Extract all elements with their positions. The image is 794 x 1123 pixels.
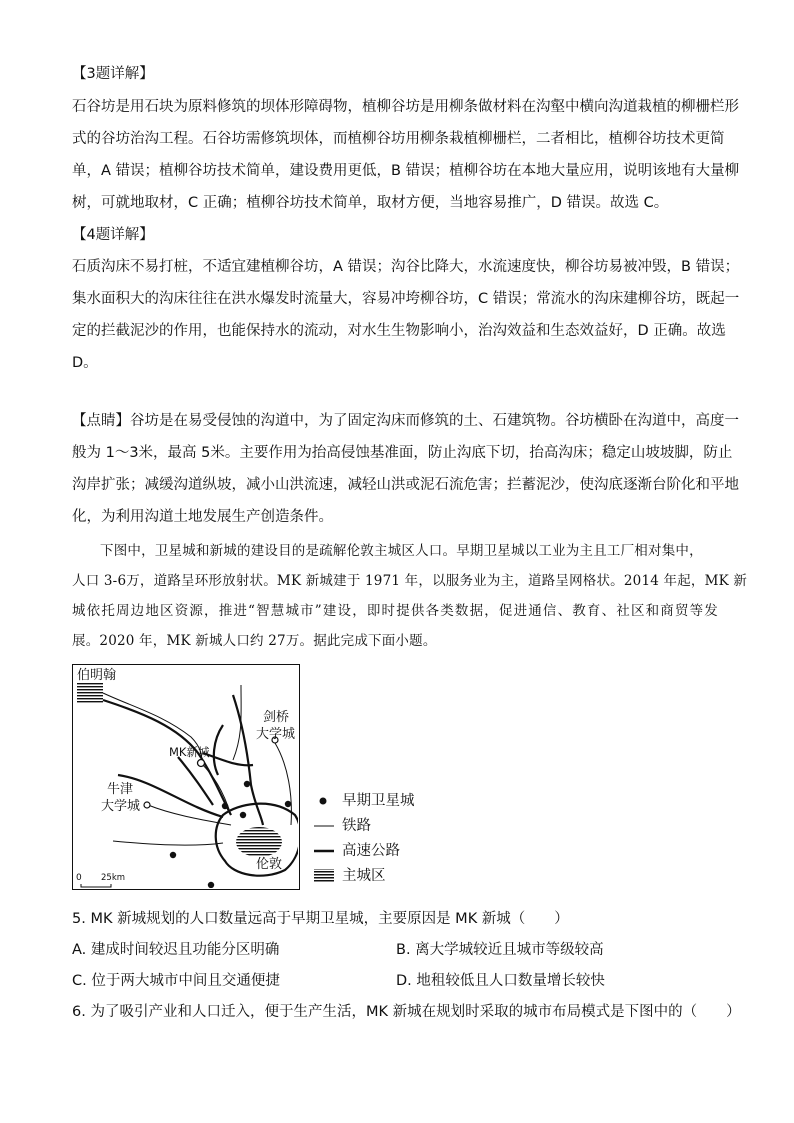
label-oxford-2: 大学城 [101, 799, 141, 814]
q3-heading: 【3题详解】 [72, 66, 154, 82]
q5-option-d[interactable]: D. 地租较低且人口数量增长较快 [396, 973, 605, 989]
q3-line-3: 单，A 错误；植柳谷坊技术简单，建设费用更低，B 错误；植柳谷坊在本地大量应用，说明该地有大量柳 [72, 163, 740, 179]
q4-line-4: D。 [72, 355, 98, 371]
q4-line-1: 石质沟床不易打桩，不适宜建植柳谷坊，A 错误；沟谷比降大，水流速度快，柳谷坊易被冲毁，B 错误； [72, 259, 740, 275]
q4-heading: 【4题详解】 [72, 227, 154, 243]
tips-line-3: 沟岸扩张；减缓沟道纵坡，减小山洪流速，减轻山洪或泥石流危害；拦蓄泥沙，使沟底逐渐台阶化和平地 [72, 477, 739, 493]
satellite-town-dot [222, 803, 228, 809]
birmingham-urban-area [77, 683, 103, 703]
railway-west [113, 841, 223, 845]
oxford-marker [144, 802, 150, 808]
q4-line-3: 定的拦截泥沙的作用，也能保持水的流动，对水生生物影响小，治沟效益和生态效益好，D 正确。故选 [72, 323, 726, 339]
passage-line-2: 人口 3-6万，道路呈环形放射状。MK 新城建于 1971 年，以服务业为主，道路呈网格状。2014 年起，MK 新 [72, 573, 748, 589]
q3-line-4: 树，可就地取材，C 正确；植柳谷坊技术简单，取材方便，当地容易推广，D 错误。故选 C。 [72, 195, 669, 211]
q5-option-c[interactable]: C. 位于两大城市中间且交通便捷 [72, 973, 280, 989]
satellite-town-dot [208, 882, 214, 888]
motorway-loop [214, 725, 223, 775]
london-urban-area [236, 827, 282, 857]
label-oxford-1: 牛津 [107, 782, 134, 797]
legend-urban-icon [314, 869, 334, 882]
scale-zero: 0 [76, 873, 82, 883]
q5-stem: 5. MK 新城规划的人口数量远高于早期卫星城，主要原因是 MK 新城（ ） [72, 911, 569, 927]
map-svg [73, 665, 298, 888]
passage-line-1: 下图中，卫星城和新城的建设目的是疏解伦敦主城区人口。早期卫星城以工业为主且工厂相对集中， [100, 543, 703, 559]
scale-bar [81, 884, 111, 887]
tips-line-1: 【点睛】谷坊是在易受侵蚀的沟道中，为了固定沟床而修筑的土、石建筑物。谷坊横卧在沟道中，高度一 [72, 413, 739, 429]
mk-newtown-marker [198, 760, 205, 767]
motorway-m1 [103, 700, 231, 815]
q3-line-1: 石谷坊是用石块为原料修筑的坝体形障碍物，植柳谷坊是用柳条做材料在沟壑中横向沟道栽植的柳栅栏形 [72, 99, 739, 115]
q3-line-2: 式的谷坊治沟工程。石谷坊需修筑坝体，而植柳谷坊用柳条栽植柳栅栏，二者相比，植柳谷坊技术更简 [72, 131, 725, 147]
legend-symbols [312, 790, 342, 890]
satellite-town-dot [285, 801, 291, 807]
motorway-mk-south [178, 757, 213, 805]
legend-urban-label: 主城区 [342, 868, 386, 884]
legend-motorway-label: 高速公路 [342, 843, 400, 859]
motorway-link [203, 753, 253, 765]
legend-railway-label: 铁路 [342, 818, 371, 834]
label-mk: MK新城 [169, 745, 210, 759]
satellite-town-dot [170, 852, 176, 858]
legend-satellite-label: 早期卫星城 [342, 793, 415, 809]
label-birmingham: 伯明翰 [77, 668, 117, 683]
scale-25km: 25km [101, 873, 126, 883]
q6-stem: 6. 为了吸引产业和人口迁入，便于生产生活，MK 新城在规划时采取的城市布局模式是下图中的（ ） [72, 1004, 741, 1020]
tips-line-4: 化，为利用沟道土地发展生产创造条件。 [72, 509, 333, 525]
satellite-town-dot [240, 812, 246, 818]
tips-line-2: 般为 1～3米，最高 5米。主要作用为抬高侵蚀基准面，防止沟底下切，抬高沟床；稳定山坡坡脚，防止 [72, 445, 733, 461]
legend-dot-icon [320, 798, 327, 805]
q4-line-2: 集水面积大的沟床往往在洪水爆发时流量大，容易冲垮柳谷坊，C 错误；常流水的沟床建柳谷坊，既起一 [72, 291, 740, 307]
label-london: 伦敦 [256, 857, 283, 872]
q5-option-a[interactable]: A. 建成时间较迟且功能分区明确 [72, 942, 280, 958]
satellite-town-dot [244, 781, 250, 787]
label-cambridge-2: 大学城 [256, 727, 296, 742]
label-cambridge-1: 剑桥 [263, 710, 290, 725]
railway-cambridge-london [275, 743, 291, 825]
q5-option-b[interactable]: B. 离大学城较近且城市等级较高 [396, 942, 604, 958]
london-satellite-city-map [72, 664, 300, 890]
passage-line-3: 城依托周边地区资源，推进“智慧城市”建设，即时提供各类数据，促进通信、教育、社区和商贸等发 [72, 603, 718, 619]
passage-line-4: 展。2020 年，MK 新城人口约 27万。据此完成下面小题。 [72, 633, 437, 649]
